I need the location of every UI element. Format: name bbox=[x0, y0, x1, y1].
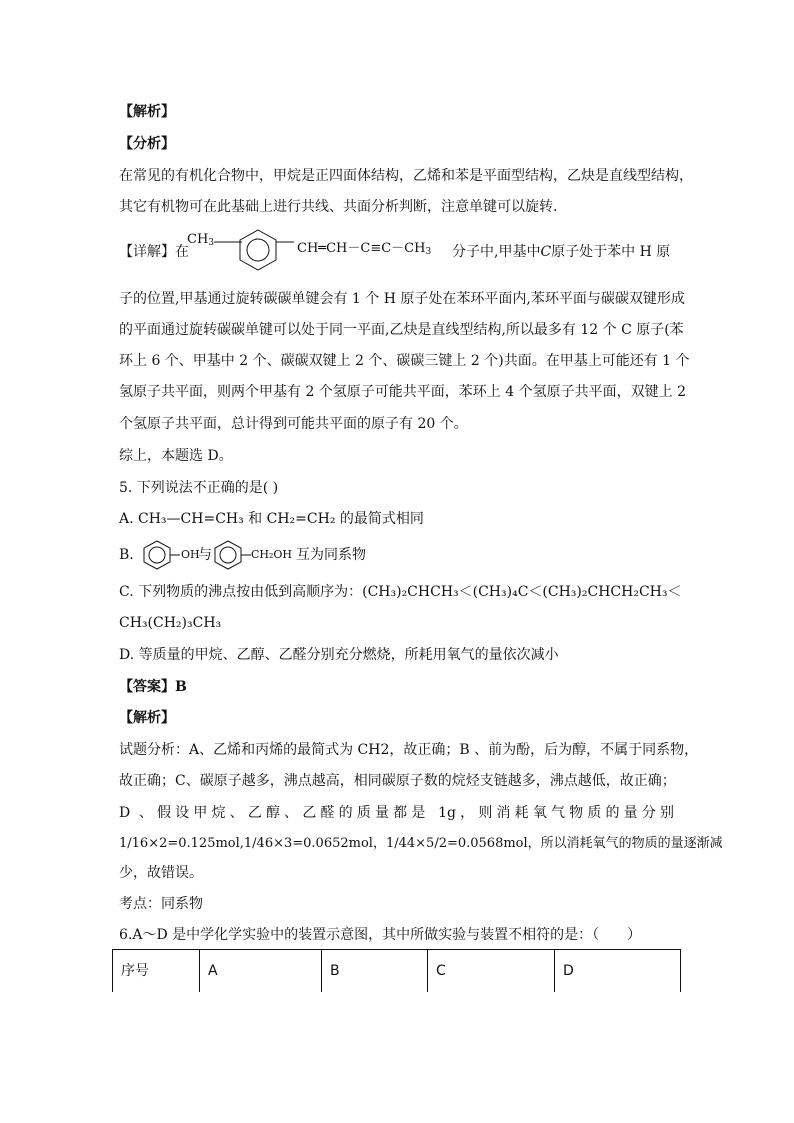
formula-ch3-left: $CH_3$ bbox=[187, 232, 215, 248]
q5-explanation-line4: 1/16×2=0.125mol,1/46×3=0.0652mol，1/44×5/2=0.0568mol，所以消耗氧气的物质的量逐渐减 bbox=[119, 836, 723, 851]
analysis-heading: 【解析】 bbox=[119, 104, 175, 120]
q5-option-b-end: 互为同系物 bbox=[296, 547, 366, 563]
q6-title: 6.A～D 是中学化学实验中的装置示意图，其中所做实验与装置不相符的是：（ ） bbox=[119, 927, 642, 943]
q5-option-d: D. 等质量的甲烷、乙醇、乙醛分别充分燃烧，所耗用氧气的量依次减小 bbox=[119, 647, 559, 663]
detail-line5: 氢原子共平面，则两个甲基有 2 个氢原子可能共平面，苯环上 4 个氢原子共平面，双键上 2 bbox=[119, 384, 686, 400]
table-header-cell: B bbox=[322, 950, 428, 992]
detail-line6: 个氢原子共平面，总计得到可能共平面的原子有 20 个。 bbox=[119, 416, 468, 432]
phenol-oh: OH bbox=[181, 548, 200, 561]
q5-title: 5. 下列说法不正确的是( ) bbox=[119, 480, 279, 496]
detail-line2: 子的位置,甲基通过旋转碳碳单键会有 1 个 H 原子处在苯环平面内,苯环平面与碳碳双键形成 bbox=[119, 291, 685, 307]
detail-line4: 环上 6 个、甲基中 2 个、碳碳双键上 2 个、碳碳三键上 2 个)共面。在甲基上可能还有 1 个 bbox=[119, 353, 690, 369]
q5-option-a: A. CH₃—CH=CH₃ 和 CH₂=CH₂ 的最简式相同 bbox=[119, 511, 424, 527]
table-header-cell: A bbox=[200, 950, 322, 992]
phenol-ring-icon bbox=[140, 538, 184, 572]
answer: 【答案】B bbox=[119, 679, 187, 695]
table-header-cell: D bbox=[555, 950, 681, 992]
benzene-ring-icon bbox=[214, 226, 294, 276]
detail-prefix: 【详解】在 bbox=[119, 244, 189, 260]
analysis2-heading: 【解析】 bbox=[119, 710, 175, 726]
detail-line3: 的平面通过旋转碳碳单键可以处于同一平面,乙炔是直线型结构,所以最多有 12 个 C 原子(苯 bbox=[119, 322, 684, 338]
q5-option-c-line2: CH₃(CH₂)₃CH₃ bbox=[119, 615, 222, 631]
detail-suffix: 分子中,甲基中C原子处于苯中 H 原 bbox=[452, 244, 671, 260]
q5-explanation-line5: 少，故错误。 bbox=[119, 865, 203, 881]
table-header-cell: 序号 bbox=[113, 950, 200, 992]
benzyl-ch2oh: CH₂OH bbox=[251, 548, 293, 561]
kaodian: 考点：同系物 bbox=[119, 896, 203, 912]
q5-option-c-line1: C. 下列物质的沸点按由低到高顺序为：(CH₃)₂CHCH₃＜(CH₃)₄C＜(CH₃)₂CHCH₂CH₃＜ bbox=[119, 584, 682, 600]
q6-table bbox=[112, 949, 681, 992]
q5-option-b-label: B. bbox=[119, 547, 134, 563]
q5-option-b-with: 与 bbox=[198, 547, 212, 563]
benzyl-ring-icon bbox=[211, 538, 255, 572]
q5-explanation-line2: 故正确；C、碳原子越多，沸点越高，相同碳原子数的烷烃支链越多，沸点越低，故正确； bbox=[119, 773, 676, 789]
formula-chain: $CH═CH-C\equiv C-CH_3$ bbox=[297, 241, 432, 257]
q5-explanation-line3: D 、假设甲烷、乙醇、乙醛的质量都是 1g，则消耗氧气物质的量分别 bbox=[119, 805, 674, 821]
analysis-para-line2: 其它有机物可在此基础上进行共线、共面分析判断，注意单键可以旋转． bbox=[119, 199, 567, 215]
analysis-para-line1: 在常见的有机化合物中，甲烷是正四面体结构，乙烯和苯是平面型结构，乙炔是直线型结构， bbox=[119, 168, 693, 184]
q5-explanation-line1: 试题分析：A、乙烯和丙烯的最简式为 CH2，故正确；B 、前为酚，后为醇，不属于同系物， bbox=[119, 742, 699, 758]
table-header-cell: C bbox=[428, 950, 555, 992]
conclusion: 综上，本题选 D。 bbox=[119, 448, 233, 464]
fenxi-heading: 【分析】 bbox=[119, 136, 175, 152]
